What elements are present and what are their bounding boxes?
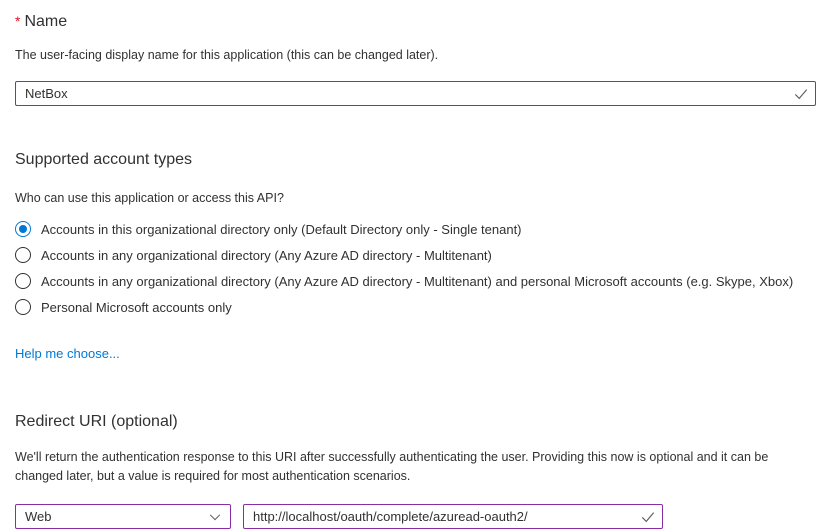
radio-label: Accounts in any organizational directory (Any Azure AD directory - Multitenant) bbox=[41, 247, 492, 263]
redirect-uri-section bbox=[15, 412, 816, 529]
name-title-text: Name bbox=[24, 13, 68, 30]
name-section bbox=[15, 11, 816, 106]
name-input[interactable] bbox=[16, 82, 815, 105]
account-types-section bbox=[15, 150, 816, 363]
radio-label: Personal Microsoft accounts only bbox=[41, 299, 232, 315]
radio-icon bbox=[15, 299, 31, 315]
redirect-uri-input[interactable] bbox=[244, 505, 662, 528]
name-input-wrap bbox=[15, 81, 816, 106]
required-asterisk: * bbox=[15, 13, 21, 29]
platform-select-value: Web bbox=[25, 509, 52, 524]
account-types-radio-group bbox=[15, 216, 816, 320]
account-types-question: Who can use this application or access this API? bbox=[15, 191, 284, 205]
redirect-uri-description: We'll return the authentication response to this URI after successfully authenticating the user. Providing this now is optional and it can be changed later, but a value is required for most authentication scenarios. bbox=[15, 450, 769, 483]
redirect-uri-title: Redirect URI (optional) bbox=[15, 413, 178, 430]
radio-label: Accounts in this organizational directory only (Default Directory only - Single tenant) bbox=[41, 221, 522, 237]
help-me-choose-link[interactable]: Help me choose... bbox=[15, 346, 120, 361]
radio-icon bbox=[15, 273, 31, 289]
radio-option-multitenant[interactable] bbox=[15, 242, 816, 268]
name-description: The user-facing display name for this application (this can be changed later). bbox=[15, 48, 439, 62]
radio-option-single-tenant[interactable] bbox=[15, 216, 816, 242]
radio-option-personal-only[interactable] bbox=[15, 294, 816, 320]
chevron-down-icon bbox=[208, 510, 222, 524]
radio-label: Accounts in any organizational directory (Any Azure AD directory - Multitenant) and personal Microsoft accounts (e.g. Skype, Xbox) bbox=[41, 273, 794, 289]
radio-option-multitenant-personal[interactable] bbox=[15, 268, 816, 294]
name-section-title bbox=[15, 11, 816, 32]
account-types-title: Supported account types bbox=[15, 151, 193, 168]
radio-icon bbox=[15, 221, 31, 237]
redirect-uri-input-wrap bbox=[243, 504, 663, 529]
redirect-uri-row bbox=[15, 504, 816, 529]
platform-select[interactable] bbox=[15, 504, 231, 529]
radio-icon bbox=[15, 247, 31, 263]
